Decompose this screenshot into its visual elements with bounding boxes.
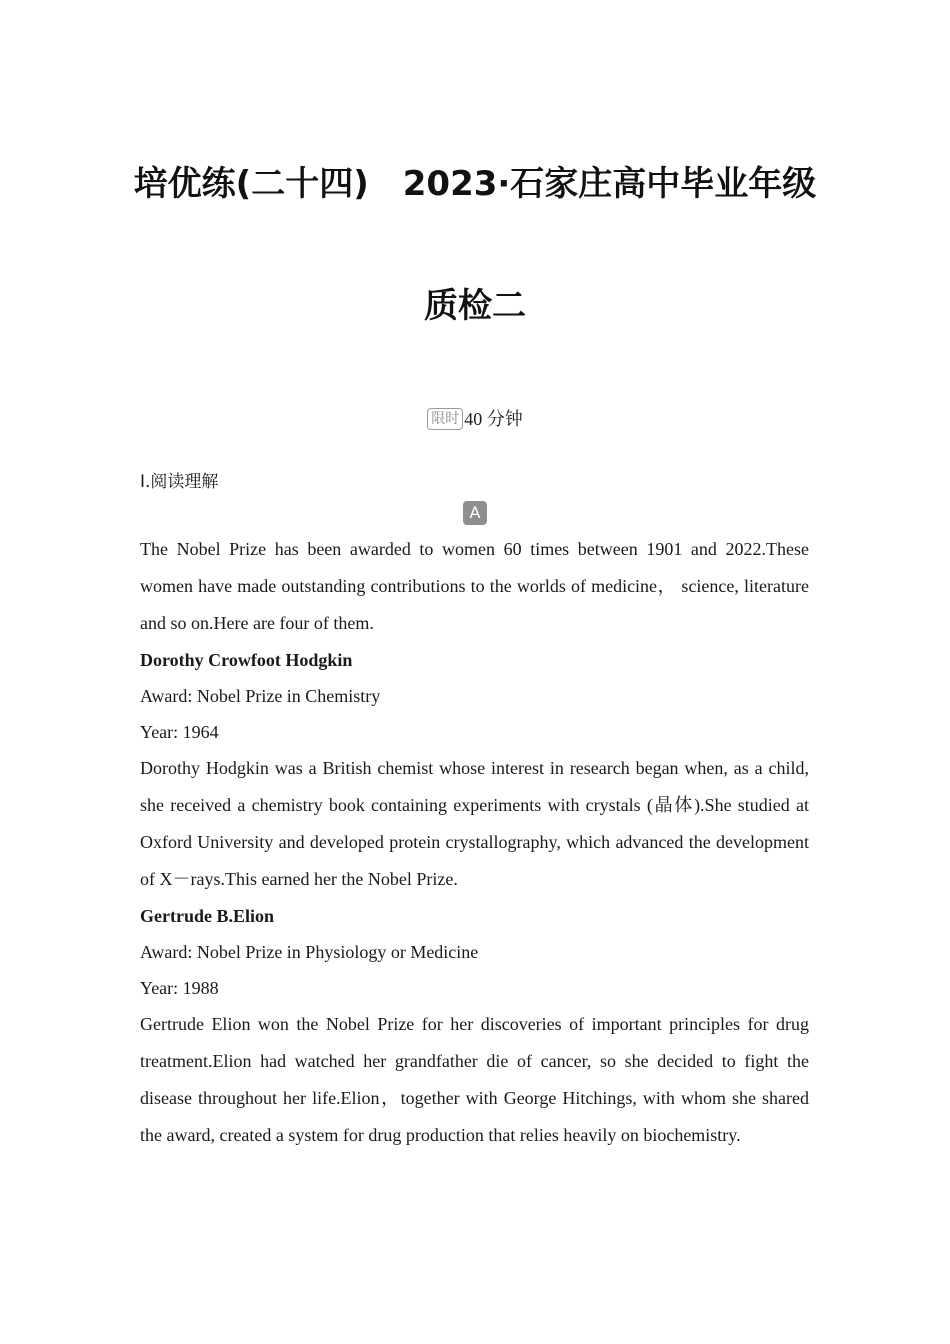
laureate-award: Award: Nobel Prize in Chemistry: [140, 686, 381, 706]
laureate-year: Year: 1988: [140, 978, 219, 998]
laureate-description: [140, 750, 809, 898]
laureate-year: Year: 1964: [140, 722, 219, 742]
passage-label-badge: A: [463, 501, 487, 525]
laureate-description-text: Dorothy Hodgkin was a British chemist whose interest in research began when, as a child, she received a chemistry book containing experiments with crystals (晶体).She studied at Oxford University and developed protein crystallography, which advanced the development of X－rays.This earned her the Nobel Prize.: [140, 758, 809, 889]
page-title-line-1: 培优练(二十四) 2023·石家庄高中毕业年级: [133, 164, 817, 204]
intro-text: The Nobel Prize has been awarded to women 60 times between 1901 and 2022.These women have made outstanding contributions to the worlds of medicine， science, literature and so on.Here are four of them.: [140, 539, 809, 633]
intro-paragraph: [140, 531, 809, 642]
page-title-line-2: 质检二: [424, 286, 526, 326]
laureate-name: Gertrude B.Elion: [140, 906, 274, 926]
laureate-name: Dorothy Crowfoot Hodgkin: [140, 650, 353, 670]
time-limit-value: 40 分钟: [464, 409, 523, 429]
section-heading: Ⅰ.阅读理解: [140, 472, 219, 492]
time-limit: [0, 405, 950, 431]
laureate-award: Award: Nobel Prize in Physiology or Medicine: [140, 942, 479, 962]
laureate-description: [140, 1006, 809, 1154]
time-limit-badge: 限时: [427, 408, 463, 430]
laureate-description-text: Gertrude Elion won the Nobel Prize for her discoveries of important principles for drug treatment.Elion had watched her grandfather die of cancer, so she decided to fight the disease throughout her life.Elion，together with George Hitchings, with whom she shared the award, created a system for drug production that relies heavily on biochemistry.: [140, 1014, 809, 1145]
